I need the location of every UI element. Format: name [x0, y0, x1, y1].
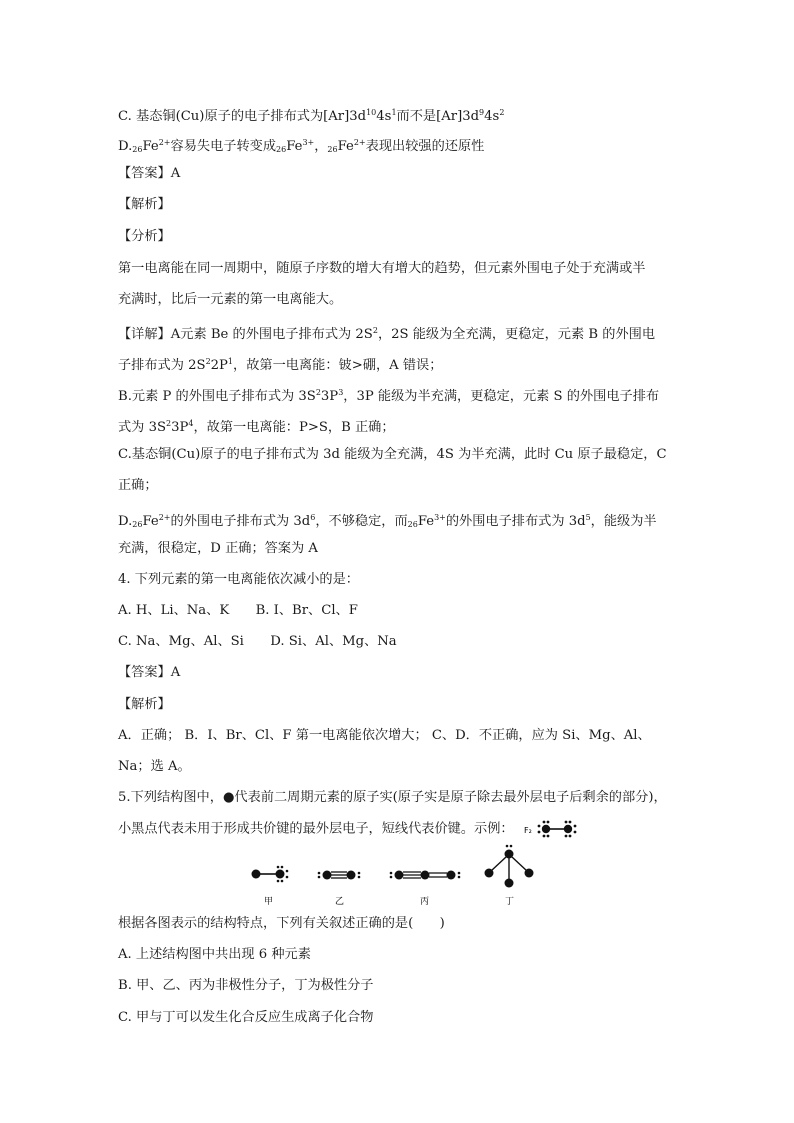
molecule-label: 乙: [335, 897, 345, 907]
text: 容易失电子转变成: [170, 139, 277, 154]
question-5-option-c: C. 甲与丁可以发生化合反应生成离子化合物: [118, 1010, 374, 1025]
electron-dot: [281, 866, 284, 869]
sup: 3+: [434, 513, 446, 522]
text: 表现出较强的还原性: [365, 139, 485, 154]
bond: [512, 857, 527, 871]
paragraph-line: 充满时，比后一元素的第一电离能大。: [118, 292, 343, 307]
question-5: 5.下列结构图中，●代表前二周期元素的原子实(原子实是原子除去最外层电子后剩余的部分)，: [118, 790, 667, 805]
detail-line: [118, 384, 678, 406]
question-5: [118, 820, 678, 839]
fenxi-label: 【分析】: [118, 229, 171, 244]
sup: 2: [499, 108, 505, 117]
text: 子排布式为 2S: [118, 358, 206, 373]
text: 3P: [320, 389, 339, 404]
atom-core: [485, 869, 494, 878]
text: 【详解】A元素 Be 的外围电子排布式为 2S: [118, 327, 373, 342]
electron-dot: [286, 870, 289, 873]
atom-core: [323, 871, 332, 880]
detail-line: 充满，很稳定，D 正确；答案为 A: [118, 541, 318, 556]
sup: 3+: [302, 138, 315, 147]
atom-core: [276, 870, 285, 879]
sup: 9: [479, 108, 485, 117]
molecule-diagrams: [248, 842, 548, 910]
sup: 10: [366, 108, 377, 117]
electron-dot: [458, 876, 461, 879]
text: D.: [118, 139, 133, 154]
question-5-option-a: A. 上述结构图中共出现 6 种元素: [118, 947, 311, 962]
electron-dot: [318, 872, 321, 875]
text: ，: [314, 139, 328, 154]
text: 4s: [484, 109, 500, 124]
text: Fe: [417, 514, 435, 529]
electron-dot: [277, 866, 280, 869]
bond: [491, 857, 506, 871]
atom-core: [447, 871, 456, 880]
electron-dot: [537, 825, 540, 828]
molecule-yi: [318, 871, 361, 908]
sub: 26: [132, 145, 143, 154]
sup: 2: [205, 357, 211, 366]
sup: 6: [310, 513, 316, 522]
option-d-line: [118, 134, 678, 159]
analysis-label: 【解析】: [118, 697, 171, 712]
electron-dot: [568, 835, 571, 838]
detail-line: C.基态铜(Cu)原子的电子排布式为 3d 能级为全充满，4S 为半充满，此时 Cu 原子最稳定，C: [118, 447, 667, 462]
question-4-options-ab: A. H、Li、Na、K B. I、Br、Cl、F: [118, 603, 358, 618]
text: Fe: [142, 139, 159, 154]
detail-line: 正确；: [118, 478, 158, 493]
molecule-jia: [252, 866, 289, 907]
text: C. 基态铜(Cu)原子的电子排布式为[Ar]3d: [118, 109, 367, 124]
atom-core: [525, 869, 534, 878]
electron-dot: [286, 876, 289, 879]
electron-dot: [573, 831, 576, 834]
question-4-options-cd: C. Na、Mg、Al、Si D. Si、Al、Mg、Na: [118, 634, 397, 649]
molecule-ding: [485, 845, 534, 907]
text: ，能级为半: [590, 514, 657, 529]
text: 式为 3S: [118, 420, 166, 435]
detail-line: [118, 415, 678, 437]
text: 小黑点代表未用于形成共价键的最外层电子，短线代表价键。示例：: [118, 821, 514, 837]
text: ，不够稳定，而: [315, 514, 408, 529]
sup: 2: [166, 419, 172, 428]
f2-label: F₂: [523, 826, 532, 835]
text: Fe: [142, 514, 159, 529]
electron-dot: [358, 876, 361, 879]
electron-dot: [390, 876, 393, 879]
text: 的外围电子排布式为 3d: [170, 514, 311, 529]
sup: 2+: [158, 513, 171, 522]
text: ，故第一电离能：铍>硼，A 错误；: [233, 358, 443, 373]
atom-core: [395, 871, 404, 880]
atom-core: [505, 879, 514, 888]
explanation-line: Na；选 A。: [118, 759, 191, 774]
electron-dot: [564, 835, 567, 838]
text: Fe: [337, 139, 354, 154]
molecule-bing: [390, 871, 461, 908]
molecule-label: 甲: [264, 897, 274, 907]
atom-core: [347, 871, 356, 880]
option-c-line: [118, 104, 678, 126]
molecule-label: 丙: [420, 897, 430, 907]
sup: 1: [227, 357, 234, 366]
question-5-stem: 根据各图表示的结构特点，下列有关叙述正确的是( ): [118, 916, 445, 931]
text: B.元素 P 的外围电子排布式为 3S: [118, 389, 316, 404]
text: ，2S 能级为全充满，更稳定，元素 B 的外围电: [377, 327, 656, 342]
electron-dot: [564, 821, 567, 824]
text: 而不是[Ar]3d: [396, 109, 480, 124]
electron-dot: [537, 831, 540, 834]
detail-line: [118, 322, 678, 344]
f2-example-structure: [524, 820, 582, 838]
answer-label: 【答案】A: [118, 166, 181, 181]
text: D.: [118, 514, 133, 529]
sup: 3: [338, 388, 344, 397]
electron-dot: [281, 880, 284, 883]
electron-dot: [542, 821, 545, 824]
electron-dot: [510, 845, 513, 848]
sub: 26: [407, 520, 418, 529]
electron-dot: [390, 872, 393, 875]
detail-line: [118, 509, 678, 534]
electron-dot: [542, 835, 545, 838]
molecule-label: 丁: [505, 897, 515, 907]
sub: 26: [276, 145, 287, 154]
explanation-line: A．正确； B．I、Br、Cl、F 第一电离能依次增大； C、D．不正确，应为 Si、Mg、Al、: [118, 728, 651, 743]
paragraph-line: 第一电离能在同一周期中，随原子序数的增大有增大的趋势，但元素外围电子处于充满或半: [118, 261, 646, 276]
sup: 2+: [158, 138, 171, 147]
sup: 2: [372, 326, 378, 335]
text: 的外围电子排布式为 3d: [445, 514, 586, 529]
text: 2P: [210, 358, 228, 373]
electron-dot: [573, 825, 576, 828]
answer-label: 【答案】A: [118, 665, 181, 680]
sup: 2+: [353, 138, 366, 147]
atom-core: [542, 825, 550, 833]
sub: 26: [327, 145, 338, 154]
text: ，故第一电离能：P>S，B 正确；: [193, 420, 395, 435]
electron-dot: [568, 821, 571, 824]
electron-dot: [318, 876, 321, 879]
analysis-label: 【解析】: [118, 197, 171, 212]
electron-dot: [458, 872, 461, 875]
question-4: 4. 下列元素的第一电离能依次减小的是：: [118, 572, 359, 587]
text: Fe: [286, 139, 303, 154]
sup: 1: [391, 108, 397, 117]
electron-dot: [277, 880, 280, 883]
sup: 4: [188, 419, 194, 428]
question-5-option-b: B. 甲、乙、丙为非极性分子，丁为极性分子: [118, 978, 374, 993]
atom-core: [564, 825, 572, 833]
electron-dot: [358, 872, 361, 875]
text: ，3P 能级为半充满，更稳定，元素 S 的外围电子排布: [343, 389, 660, 404]
sub: 26: [132, 520, 143, 529]
sup: 5: [585, 513, 591, 522]
electron-dot: [506, 845, 509, 848]
text: 3P: [171, 420, 189, 435]
atom-core: [421, 871, 430, 880]
atom-core: [252, 870, 261, 879]
text: 4s: [376, 109, 392, 124]
electron-dot: [546, 821, 549, 824]
detail-line: [118, 353, 678, 375]
electron-dot: [546, 835, 549, 838]
sup: 2: [315, 388, 321, 397]
